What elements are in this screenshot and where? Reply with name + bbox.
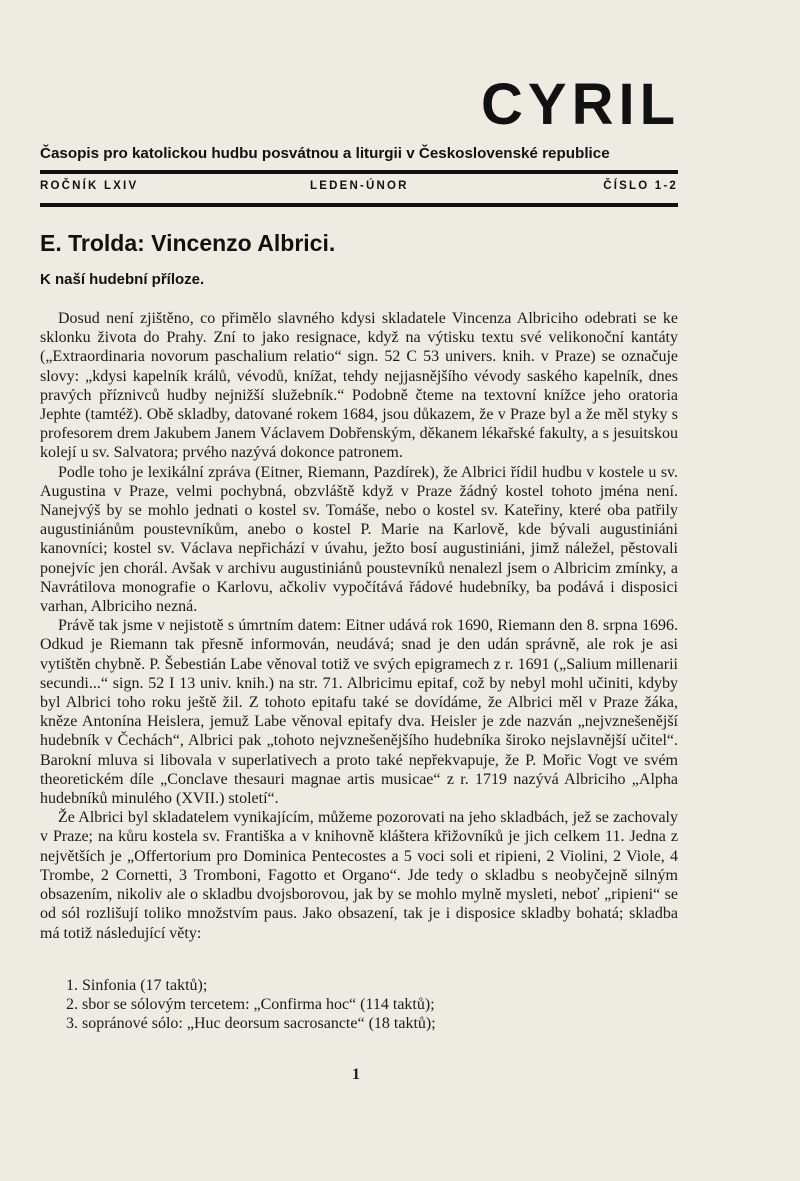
paragraph: Dosud není zjištěno, co přimělo slavného kdysi skladatele Vincenza Albriciho odebrati se ke sklonku života do Prahy. Zní to jako resignace, když na výtisku textu své velikonoční kantáty („Extraordinaria novorum paschalium relatio“ sign. 52 C 53 univers. knih. v Praze) se označuje slovy: „kdysi kapelník králů, vévodů, knížat, tehdy nejjasnějšího vévody saského kapelník, dnes pravých příznivců hudby nejnižší služebník.“ Podobně čteme na textovní knížce jeho oratoria Jephte (tamtéž). Obě skladby, datované rokem 1684, jsou důkazem, že v Praze byl a že měl styky s profesorem drem Jakubem Janem Václavem Dobřenským, děkanem lékařské fakulty, a s jesuitskou kolejí u sv. Salvatora; prvého nazývá dokonce patronem. [40, 310, 678, 462]
issue-volume: ROČNÍK LXIV [40, 180, 139, 192]
issue-number: ČÍSLO 1-2 [603, 180, 678, 192]
masthead-rule-top [40, 170, 678, 174]
paragraph: Právě tak jsme v nejistotě s úmrtním datem: Eitner udává rok 1690, Riemann den 8. srpna 1696. Odkud je Riemann tak přesně informován, neudává; snad je den udán správně, ale rok je asi vytištěn chybně. P. Šebestián Labe věnoval totiž ve svých epigramech z r. 1691 („Salium millenarii secundi...“ sign. 52 I 13 univ. knih.) na str. 71. Albricimu epitaf, což by nebyl mohl učiniti, kdyby byl Albrici toho roku ještě žil. Z tohoto epitafu také se dovídáme, že Albrici měl v Praze žáka, kněze Antonína Heislera, jemuž Labe věnoval epitafy dva. Heisler je zde nazván „nejvznešenější hudebník v Čechách“, Albrici pak „tohoto nejvznešenějšího hudebníka široko nejslavnější učitel“. Barokní mluva si libovala v superlativech a proto také nepřekvapuje, že P. Mořic Vogt ve svém theoretickém díle „Conclave thesauri magnae artis musicae“ z r. 1719 nazývá Albriciho „Alpha hudebníků minulého (XVII.) století“. [40, 617, 678, 808]
issue-months: LEDEN-ÚNOR [310, 180, 409, 192]
page-number: 1 [352, 1066, 360, 1083]
paragraph: Podle toho je lexikální zpráva (Eitner, Riemann, Pazdírek), že Albrici řídil hudbu v kostele u sv. Augustina v Praze, velmi pochybná, obzvláště když v Praze žádný kostel tohoto jména není. Nanejvýš by se mohlo jednati o kostel sv. Tomáše, nebo o kostel sv. Kateřiny, které oba patřily augustiniánům poustevníkům, anebo o kostel P. Marie na Karlově, kde bývali augustiniáni kanovníci; kostel sv. Václava nepřichází v úvahu, ježto bosí augustiniáni, jimž náležel, pěstovali ponejvíc jen chorál. Avšak v archivu augustiniánů poustevníků nenalezl jsem o Albricim zmínky, a Navrátilova monografie o Karlovu, ačkoliv vypočítává řádové hudebníky, ba podává i disposici varhan, Albriciho nezná. [40, 463, 678, 616]
masthead-rule-bottom [40, 203, 678, 207]
list-item: 2. sbor se sólovým tercetem: „Confirma hoc“ (114 taktů); [66, 996, 435, 1014]
journal-title: CYRIL [481, 72, 680, 137]
list-item: 3. sopránové sólo: „Huc deorsum sacrosancte“ (18 taktů); [66, 1015, 436, 1033]
article-title: E. Trolda: Vincenzo Albrici. [40, 230, 336, 256]
article-body [40, 309, 678, 943]
movement-list [66, 976, 678, 1034]
article-subtitle: K naší hudební příloze. [40, 271, 205, 288]
issue-info-bar [40, 180, 678, 196]
paragraph: Že Albrici byl skladatelem vynikajícím, můžeme pozorovati na jeho skladbách, jež se zachovaly v Praze; na kůru kostela sv. Františka a v knihovně kláštera křižovníků je jich celkem 11. Jedna z největších je „Offertorium pro Dominica Pentecostes a 5 voci soli et ripieni, 2 Violini, 2 Viole, 4 Trombe, 2 Cornetti, 3 Tromboni, Fagotto et Organo“. Jde tedy o skladbu s neobyčejně silným obsazením, nikoliv ale o skladbu dvojsborovou, jak by se mohlo mylně mysleti, neboť „ripieni“ se od sól rozlišují toliko množstvím paus. Jako obsazení, tak je i disposice skladby bohatá; skladba má totiž následující věty: [40, 809, 678, 942]
list-item: 1. Sinfonia (17 taktů); [66, 977, 208, 994]
journal-subtitle: Časopis pro katolickou hudbu posvátnou a liturgii v Československé republice [40, 145, 610, 162]
